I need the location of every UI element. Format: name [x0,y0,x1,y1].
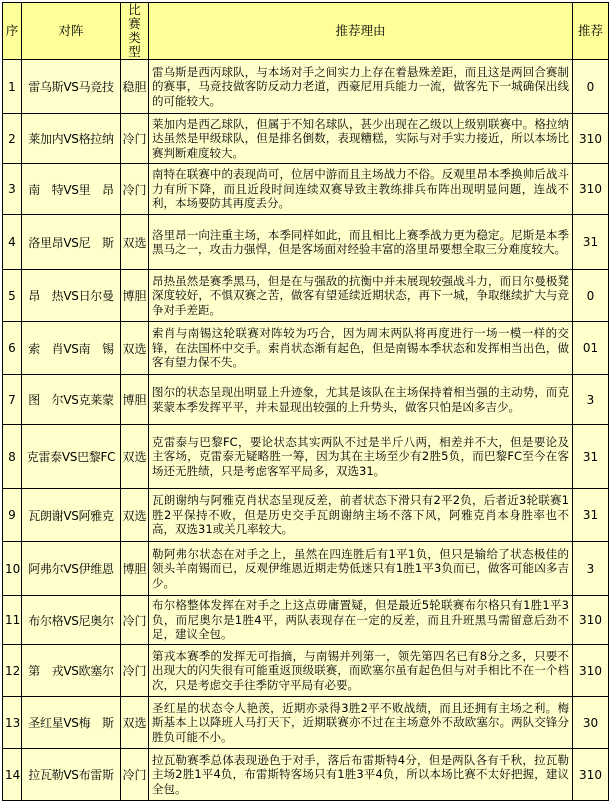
row-pick: 01 [573,322,609,375]
row-reason: 布尔格整体发挥在对手之上这点毋庸置疑，但是最近5轮联赛布尔格只有1胜1平3负，而尼奥尔是1胜4平，两队表现存在一定的反差，而且升班黑马需留意后劲不足，建议全包。 [149,596,573,645]
row-type: 双选 [121,489,149,542]
row-type: 双选 [121,215,149,270]
table-row [3,697,609,749]
row-reason: 莱加内是西乙球队，但属于不知名球队，甚少出现在乙级以上级别联赛中。格拉纳达虽然是甲级球队，但是排名倒数，表现糟糕，实际与对手实力接近，所以本场比赛判断难度较大。 [149,114,573,164]
row-pick: 310 [573,645,609,697]
table-row [3,489,609,542]
row-index: 1 [3,60,22,114]
row-match: 南 特VS里 昂 [22,164,121,215]
header-index: 序 [3,3,22,60]
row-index: 13 [3,697,22,749]
table-row [3,596,609,645]
row-pick: 31 [573,425,609,489]
row-reason: 克雷泰与巴黎FC，要论状态其实两队不过是半斤八两，相差并不大，但是要论及主客场，克雷泰无疑略胜一筹，因为其在主场至少有2胜5负，而巴黎FC至今在客场还无胜绩，只是考虑客军平局多，双选31。 [149,425,573,489]
table-row [3,164,609,215]
row-index: 14 [3,749,22,801]
row-index: 3 [3,164,22,215]
row-index: 6 [3,322,22,375]
row-pick: 310 [573,114,609,164]
table-row [3,270,609,322]
row-pick: 310 [573,164,609,215]
header-row [3,3,609,60]
row-type: 博胆 [121,375,149,425]
row-reason: 瓦朗谢纳与阿雅克肖状态呈现反差，前者状态下滑只有2平2负，后者近3轮联赛1胜2平保持不败，但是历史交手瓦朗谢纳主场不落下风，阿雅克肖本身胜率也不高，双选31或关几率较大。 [149,489,573,542]
row-type: 冷门 [121,164,149,215]
row-index: 9 [3,489,22,542]
table-row [3,645,609,697]
row-reason: 昂热虽然是赛季黑马，但是在与强敌的抗衡中并未展现较强战斗力，而日尔曼极凳深度较好，不惧双赛之苦，做客有望延续近期状态，再下一城，争取继续扩大与竞争对手差距。 [149,270,573,322]
header-match: 对阵 [22,3,121,60]
row-index: 2 [3,114,22,164]
row-type: 双选 [121,425,149,489]
row-type: 冷门 [121,645,149,697]
row-index: 8 [3,425,22,489]
row-match: 圣红星VS梅 斯 [22,697,121,749]
row-reason: 勒阿弗尔状态在对手之上，虽然在四连胜后有1平1负，但只是输给了状态极佳的领头羊南锡而已，反观伊维恩近期走势低迷只有1胜1平3负而已，做客可能凶多吉少。 [149,542,573,596]
row-type: 博胆 [121,270,149,322]
row-type: 双选 [121,697,149,749]
row-match: 瓦朗谢VS阿雅克 [22,489,121,542]
row-pick: 310 [573,596,609,645]
header-pick: 推荐 [573,3,609,60]
row-match: 洛里昂VS尼 斯 [22,215,121,270]
row-match: 昂 热VS日尔曼 [22,270,121,322]
row-match: 莱加内VS格拉纳 [22,114,121,164]
row-pick: 31 [573,489,609,542]
row-index: 4 [3,215,22,270]
row-reason: 雷乌斯是西丙球队，与本场对手之间实力上存在着悬殊差距，而且这是两回合赛制的赛事，马竞技做客防反动力老道，西豪尼用兵能力一流，做客先下一城确保出线的可能较大。 [149,60,573,114]
row-reason: 洛里昂一向注重主场，本季同样如此，而且相比上赛季战力更为稳定。尼斯是本季黑马之一，攻击力强悍，但是客场面对经验丰富的洛里昂要想全取三分难度较大。 [149,215,573,270]
row-type: 博胆 [121,542,149,596]
row-type: 冷门 [121,114,149,164]
row-index: 5 [3,270,22,322]
table-row [3,322,609,375]
row-pick: 0 [573,60,609,114]
row-reason: 图尔的状态呈现出明显上升迹象，尤其是该队在主场保持着相当强的主动势，而克莱蒙本季发挥平平，并未显现出较强的上升势头，做客只怕是凶多吉少。 [149,375,573,425]
row-type: 冷门 [121,749,149,801]
row-type: 稳胆 [121,60,149,114]
row-match: 阿弗尔VS伊维恩 [22,542,121,596]
row-type: 冷门 [121,596,149,645]
row-reason: 圣红星的状态令人艳羡，近期亦录得3胜2平不败战绩，而且还拥有主场之利。梅斯基本上以降班人马打天下，近期联赛亦不过在主场意外不敌欧塞尔。两队交锋分胜负可能不小。 [149,697,573,749]
header-reason: 推荐理由 [149,3,573,60]
row-pick: 3 [573,375,609,425]
row-reason: 第戎本赛季的发挥无可指摘，与南锡并列第一，领先第四名已有8分之多，只要不出现大的闪失很有可能重返顶级联赛，而欧塞尔虽有起色但与对手相比不在一个档次，只是考虑交手往季防守平局有必要。 [149,645,573,697]
row-match: 图 尔VS克莱蒙 [22,375,121,425]
table-row [3,114,609,164]
row-pick: 0 [573,270,609,322]
row-reason: 拉瓦勒赛季总体表现逊色于对手，落后布雷斯特4分，但是两队各有千秋，拉瓦勒主场2胜1平4负，布雷斯特客场只有1胜3平4负，所以本场比赛不太好把握，建议全包。 [149,749,573,801]
row-index: 12 [3,645,22,697]
row-pick: 3 [573,542,609,596]
table-row [3,425,609,489]
table-row [3,60,609,114]
row-match: 克雷泰VS巴黎FC [22,425,121,489]
table-row [3,375,609,425]
row-index: 7 [3,375,22,425]
table-row [3,215,609,270]
row-pick: 31 [573,215,609,270]
table-row [3,542,609,596]
row-index: 11 [3,596,22,645]
row-reason: 索肖与南锡这轮联赛对阵较为巧合，因为周末两队将再度进行一场一模一样的交锋，在法国杯中交手。索肖状态渐有起色，但是南锡本季状态和发挥相当出色，做客有望力保不失。 [149,322,573,375]
row-match: 第 戎VS欧塞尔 [22,645,121,697]
row-reason: 南特在联赛中的表现尚可，位居中游而且主场战力不俗。反观里昂本季换帅后战斗力有所下降，而且近段时间连续双赛导致主教练排兵布阵出现明显问题，连战不利，本场要防其再度丢分。 [149,164,573,215]
table-row [3,749,609,801]
row-type: 双选 [121,322,149,375]
row-match: 索 肖VS南 锡 [22,322,121,375]
row-match: 雷乌斯VS马竞技 [22,60,121,114]
row-pick: 30 [573,697,609,749]
row-pick: 310 [573,749,609,801]
row-match: 拉瓦勒VS布雷斯 [22,749,121,801]
header-type: 比赛类型 [121,3,149,60]
recommendation-table [2,2,609,801]
row-match: 布尔格VS尼奥尔 [22,596,121,645]
row-index: 10 [3,542,22,596]
